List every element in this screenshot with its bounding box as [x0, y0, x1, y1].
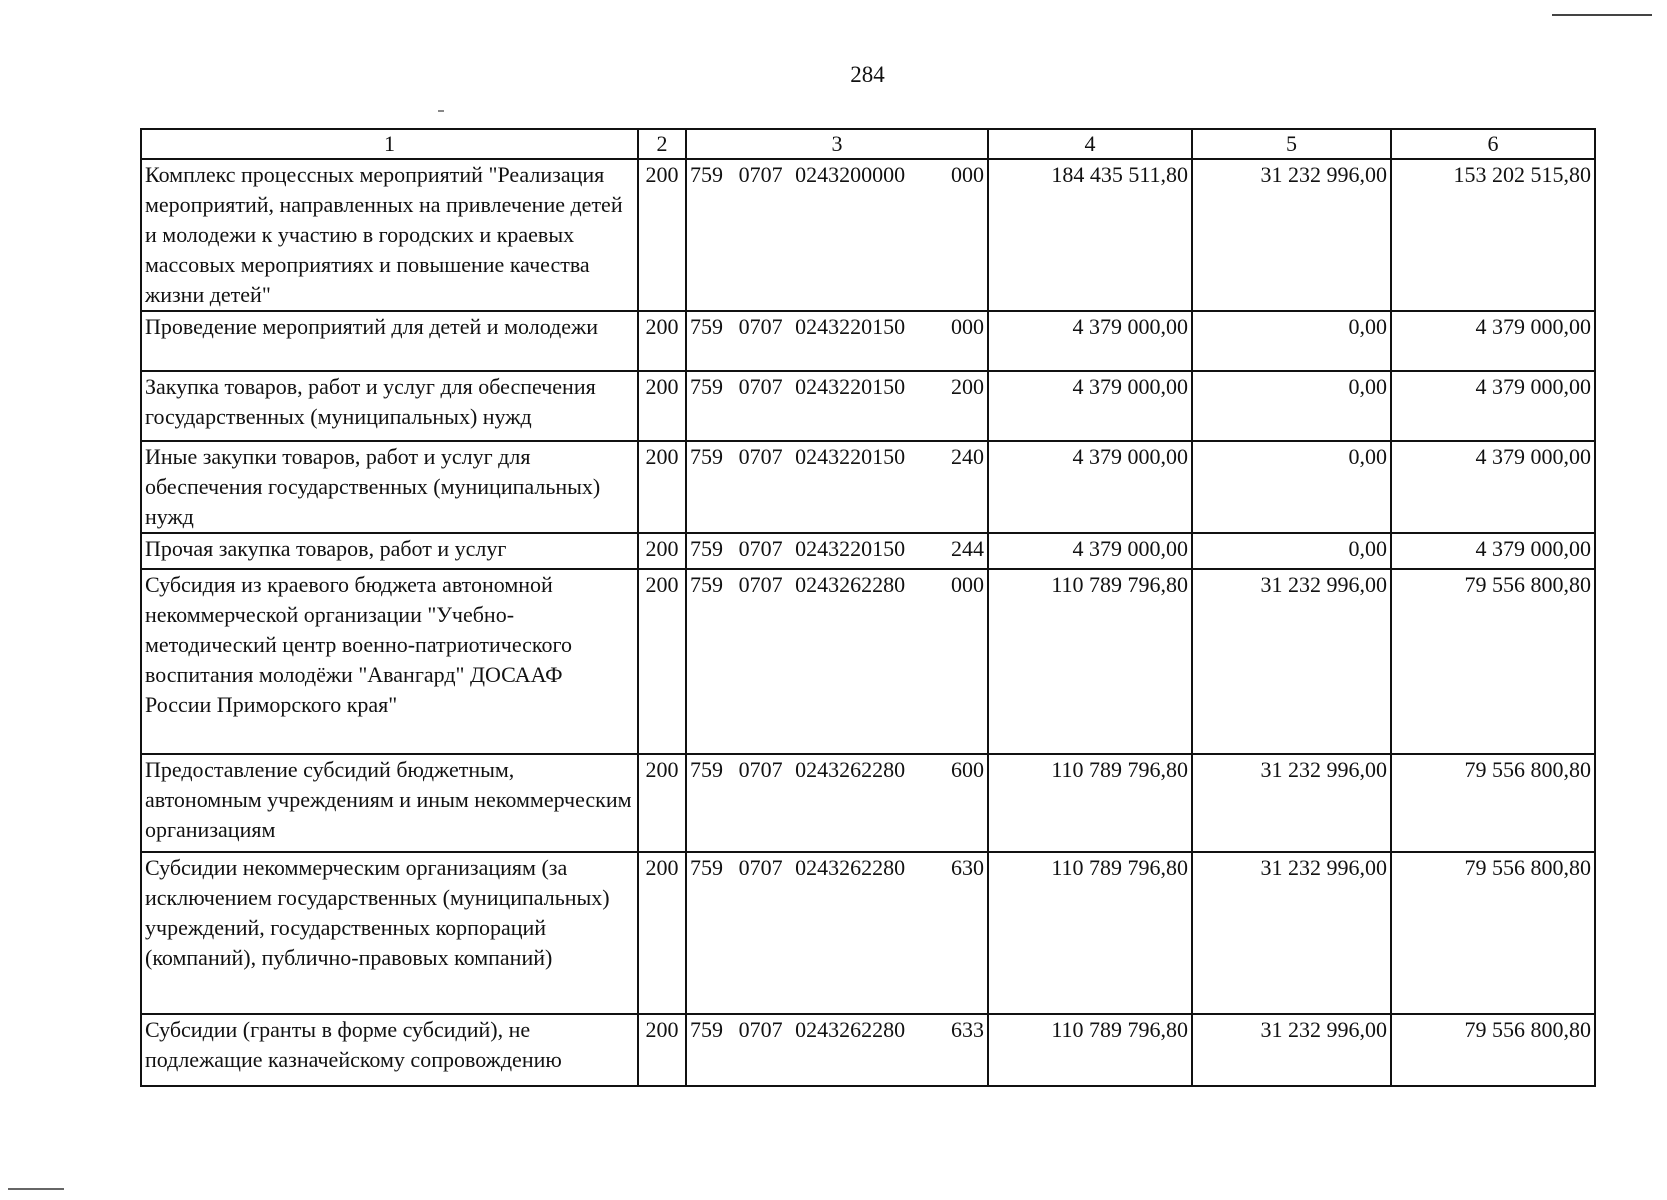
row-classification-code	[686, 1014, 988, 1086]
code-part: 0243262280	[795, 855, 906, 880]
row-code-200: 200	[638, 852, 686, 1014]
code-part: 0707	[738, 757, 783, 782]
scan-artifact-mark	[438, 110, 444, 112]
column-header: 4	[988, 129, 1192, 159]
code-part: 0707	[738, 536, 783, 561]
row-value-col6: 79 556 800,80	[1391, 754, 1595, 852]
row-code-200: 200	[638, 754, 686, 852]
row-code-200: 200	[638, 159, 686, 311]
code-part: 759	[690, 536, 723, 561]
code-part: 240	[951, 444, 984, 469]
table-row	[141, 1014, 1595, 1086]
code-part: 0707	[738, 374, 783, 399]
column-header: 5	[1192, 129, 1391, 159]
row-code-200: 200	[638, 533, 686, 569]
row-value-col6: 4 379 000,00	[1391, 311, 1595, 371]
budget-table	[140, 128, 1596, 1087]
row-value-col6: 153 202 515,80	[1391, 159, 1595, 311]
row-value-col4: 110 789 796,80	[988, 1014, 1192, 1086]
table-row	[141, 441, 1595, 533]
row-value-col4: 110 789 796,80	[988, 569, 1192, 754]
column-header: 3	[686, 129, 988, 159]
code-part: 0707	[738, 314, 783, 339]
table-header-row	[141, 129, 1595, 159]
column-header: 2	[638, 129, 686, 159]
row-classification-code	[686, 533, 988, 569]
code-part: 0243200000	[795, 162, 906, 187]
table-row	[141, 159, 1595, 311]
scan-artifact-line	[8, 1188, 64, 1190]
row-classification-code	[686, 754, 988, 852]
code-part: 0707	[738, 444, 783, 469]
row-value-col5: 0,00	[1192, 533, 1391, 569]
code-part: 633	[951, 1017, 984, 1042]
code-part: 759	[690, 162, 723, 187]
row-name: Иные закупки товаров, работ и услуг для обеспечения государственных (муниципальных) нужд	[141, 441, 638, 533]
code-part: 200	[951, 374, 984, 399]
row-value-col4: 110 789 796,80	[988, 754, 1192, 852]
code-part: 000	[951, 572, 984, 597]
row-value-col5: 31 232 996,00	[1192, 159, 1391, 311]
code-part: 0707	[738, 1017, 783, 1042]
row-code-200: 200	[638, 441, 686, 533]
row-name: Субсидии (гранты в форме субсидий), не подлежащие казначейскому сопровождению	[141, 1014, 638, 1086]
row-classification-code	[686, 311, 988, 371]
code-part: 759	[690, 757, 723, 782]
row-classification-code	[686, 441, 988, 533]
row-value-col4: 110 789 796,80	[988, 852, 1192, 1014]
row-name: Субсидии некоммерческим организациям (за исключением государственных (муниципальных) учреждений, государственных корпораций (компаний), публично-правовых компаний)	[141, 852, 638, 1014]
row-value-col5: 0,00	[1192, 371, 1391, 441]
table-row	[141, 569, 1595, 754]
row-value-col6: 79 556 800,80	[1391, 569, 1595, 754]
code-part: 759	[690, 444, 723, 469]
row-value-col5: 31 232 996,00	[1192, 569, 1391, 754]
row-value-col6: 4 379 000,00	[1391, 533, 1595, 569]
code-part: 759	[690, 374, 723, 399]
row-name: Субсидия из краевого бюджета автономной некоммерческой организации "Учебно-методический центр военно-патриотического воспитания молодёжи "Авангард" ДОСААФ России Приморского края"	[141, 569, 638, 754]
code-part: 759	[690, 1017, 723, 1042]
row-value-col6: 79 556 800,80	[1391, 1014, 1595, 1086]
code-part: 0243220150	[795, 444, 906, 469]
table-row	[141, 311, 1595, 371]
code-part: 0243220150	[795, 536, 906, 561]
row-code-200: 200	[638, 371, 686, 441]
code-part: 0243262280	[795, 572, 906, 597]
row-classification-code	[686, 852, 988, 1014]
row-value-col5: 31 232 996,00	[1192, 754, 1391, 852]
table-row	[141, 754, 1595, 852]
code-part: 000	[951, 314, 984, 339]
row-value-col5: 31 232 996,00	[1192, 1014, 1391, 1086]
row-value-col4: 4 379 000,00	[988, 311, 1192, 371]
row-classification-code	[686, 569, 988, 754]
row-code-200: 200	[638, 569, 686, 754]
row-value-col4: 184 435 511,80	[988, 159, 1192, 311]
code-part: 630	[951, 855, 984, 880]
code-part: 000	[951, 162, 984, 187]
code-part: 0243262280	[795, 1017, 906, 1042]
column-header: 6	[1391, 129, 1595, 159]
row-code-200: 200	[638, 1014, 686, 1086]
table-row	[141, 852, 1595, 1014]
code-part: 0243220150	[795, 314, 906, 339]
code-part: 759	[690, 855, 723, 880]
row-code-200: 200	[638, 311, 686, 371]
row-value-col6: 4 379 000,00	[1391, 371, 1595, 441]
scan-artifact-line	[1552, 14, 1652, 16]
row-value-col4: 4 379 000,00	[988, 533, 1192, 569]
row-value-col6: 79 556 800,80	[1391, 852, 1595, 1014]
row-value-col5: 31 232 996,00	[1192, 852, 1391, 1014]
row-classification-code	[686, 159, 988, 311]
code-part: 0243262280	[795, 757, 906, 782]
row-value-col5: 0,00	[1192, 311, 1391, 371]
code-part: 759	[690, 314, 723, 339]
row-name: Комплекс процессных мероприятий "Реализация мероприятий, направленных на привлечение детей и молодежи к участию в городских и краевых массовых мероприятиях и повышение качества жизни детей"	[141, 159, 638, 311]
code-part: 244	[951, 536, 984, 561]
row-value-col5: 0,00	[1192, 441, 1391, 533]
page-number: 284	[850, 62, 885, 87]
code-part: 600	[951, 757, 984, 782]
row-name: Прочая закупка товаров, работ и услуг	[141, 533, 638, 569]
row-classification-code	[686, 371, 988, 441]
table-row	[141, 371, 1595, 441]
column-header: 1	[141, 129, 638, 159]
code-part: 0707	[738, 572, 783, 597]
row-value-col4: 4 379 000,00	[988, 371, 1192, 441]
row-value-col6: 4 379 000,00	[1391, 441, 1595, 533]
row-name: Проведение мероприятий для детей и молодежи	[141, 311, 638, 371]
row-value-col4: 4 379 000,00	[988, 441, 1192, 533]
code-part: 0707	[738, 855, 783, 880]
code-part: 0707	[738, 162, 783, 187]
code-part: 759	[690, 572, 723, 597]
row-name: Закупка товаров, работ и услуг для обеспечения государственных (муниципальных) нужд	[141, 371, 638, 441]
row-name: Предоставление субсидий бюджетным, автономным учреждениям и иным некоммерческим организациям	[141, 754, 638, 852]
code-part: 0243220150	[795, 374, 906, 399]
table-row	[141, 533, 1595, 569]
